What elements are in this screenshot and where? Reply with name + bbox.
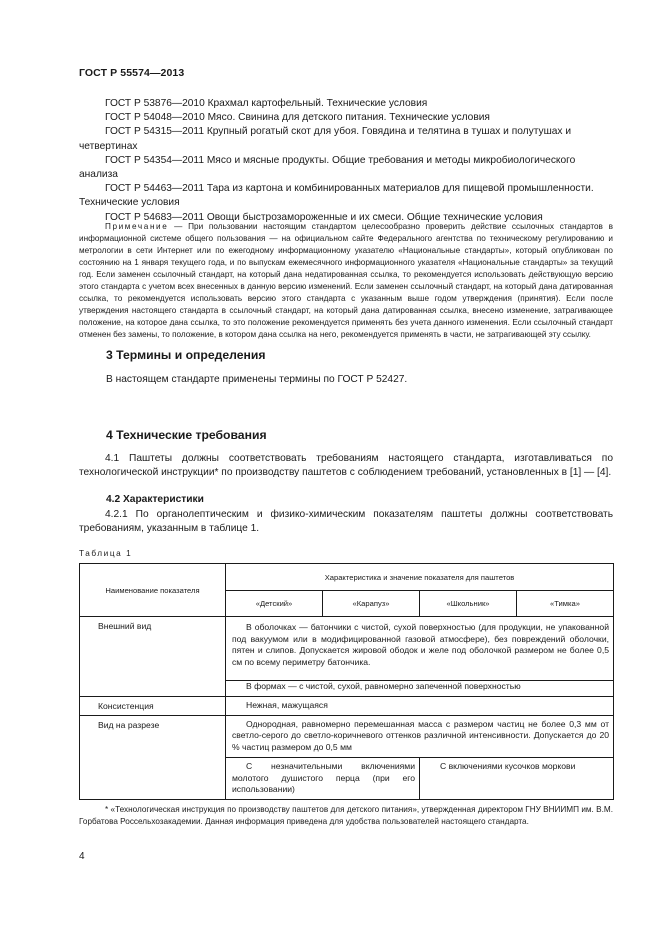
table-row [80,696,614,715]
row-name-cut: Вид на разрезе [80,715,226,799]
reference-item: ГОСТ Р 54048—2010 Мясо. Свинина для детского питания. Технические условия [105,112,490,124]
section-4-title: 4 Технические требования [106,428,267,442]
note-text: — При пользовании настоящим стандартом целесообразно проверить действие ссылочных стандартов в информационной системе общего пользования — на официальном сайте Федерального агентства по техническому регулированию и метрологии в сети Интернет или по ежегодному информационному указателю «Национальные стандарты», который опубликован по состоянию на 1 января текущего года, и по выпускам ежемесячного информационного указателя «Национальные стандарты» за текущий год. Если заменен ссылочный стандарт, на который дана недатированная ссылка, то рекомендуется использовать действующую версию этого стандарта с учетом всех внесенных в данную версию изменений. Если заменен ссылочный стандарт, на который дана датированная ссылка, то рекомендуется использовать версию этого стандарта с указанным выше годом утверждения (принятия). Если после утверждения настоящего стандарта в ссылочный стандарт, на который дана датированная ссылка, внесено изменение, затрагивающее положение, на которое дана ссылка, то это положение рекомендуется применять без учета данного изменения. Если ссылочный стандарт отменен без замены, то положение, в котором дана ссылка на него, рекомендуется применять в части, не затрагивающей эту ссылку. [79,222,613,339]
appearance-text-casings: В оболочках — батончики с чистой, сухой поверхностью (для продукции, не упакованной под вакуумом или в модифицированной газовой атмосфере), без повреждений оболочки, пятен и слипов. Допускается жировой ободок и желе под оболочкой размером не более 0,5 см по всему периметру батончика. [226,617,614,681]
product-karapuz: «Карапуз» [323,591,420,617]
note-label: Примечание [105,222,169,231]
section-3-text: В настоящем стандарте применены термины по ГОСТ Р 52427. [106,374,408,385]
subsection-4-2-title: 4.2 Характеристики [106,494,204,505]
row-name-consistency: Консистенция [80,696,226,715]
clause-4-2-1: 4.2.1 По органолептическим и физико-химическим показателям паштеты должны соответствовать требованиям, указанным в таблице 1. [79,509,613,535]
appearance-text-forms: В формах — с чистой, сухой, равномерно запеченной поверхностью [226,681,614,697]
table-row [80,715,614,757]
consistency-text: Нежная, мажущаяся [226,696,614,715]
table-caption: Таблица 1 [79,549,133,558]
section-3-title: 3 Термины и определения [106,348,266,362]
product-timka: «Тимка» [517,591,614,617]
clause-4-1: 4.1 Паштеты должны соответствовать требованиям настоящего стандарта, изготавливаться по технологической инструкции* по производству паштетов с соблюдением требований, установленных в [1] — [4]. [79,453,613,479]
footnote-divider [79,799,199,800]
normative-references-list [79,97,613,225]
product-detsky: «Детский» [226,591,323,617]
reference-item: ГОСТ Р 54354—2011 Мясо и мясные продукты. Общие требования и методы микробиологического анализа [79,154,576,181]
table-header-row [80,564,614,591]
reference-item: ГОСТ Р 54683—2011 Овощи быстрозамороженные и их смеси. Общие технические условия [105,211,543,223]
header-group: Характеристика и значение показателя для паштетов [226,564,614,591]
page-number: 4 [79,851,85,862]
characteristics-table [79,563,614,800]
reference-item: ГОСТ Р 54463—2011 Тара из картона и комбинированных материалов для пищевой промышленности. Технические условия [79,183,594,209]
footnote: * «Технологическая инструкция по производству паштетов для детского питания», утвержденная директором ГНУ ВНИИМП им. В.М. Горбатова Россельхозакадемии. Данная информация приведена для удобства пользователей настоящего стандарта. [79,805,613,826]
header-indicator: Наименование показателя [80,564,226,617]
references-note [79,221,613,341]
cut-text-carrot: С включениями кусочков моркови [420,757,614,799]
cut-text: Однородная, равномерно перемешанная масса с размером частиц не более 0,3 мм от светло-серого до светло-коричневого оттенков различной интенсивности. Допускается до 20 % частиц размером до 0,5 мм [226,715,614,757]
cut-text-pepper: С незначительными включениями молотого душистого перца (при его использовании) [226,757,420,799]
reference-item: ГОСТ Р 54315—2011 Крупный рогатый скот для убоя. Говядина и телятина в тушах и полутушах и четвертинах [79,126,572,152]
document-code-header: ГОСТ Р 55574—2013 [79,67,185,79]
row-name-appearance: Внешний вид [80,617,226,697]
reference-item: ГОСТ Р 53876—2010 Крахмал картофельный. Технические условия [105,98,428,109]
product-shkolnik: «Школьник» [420,591,517,617]
table-row [80,617,614,681]
